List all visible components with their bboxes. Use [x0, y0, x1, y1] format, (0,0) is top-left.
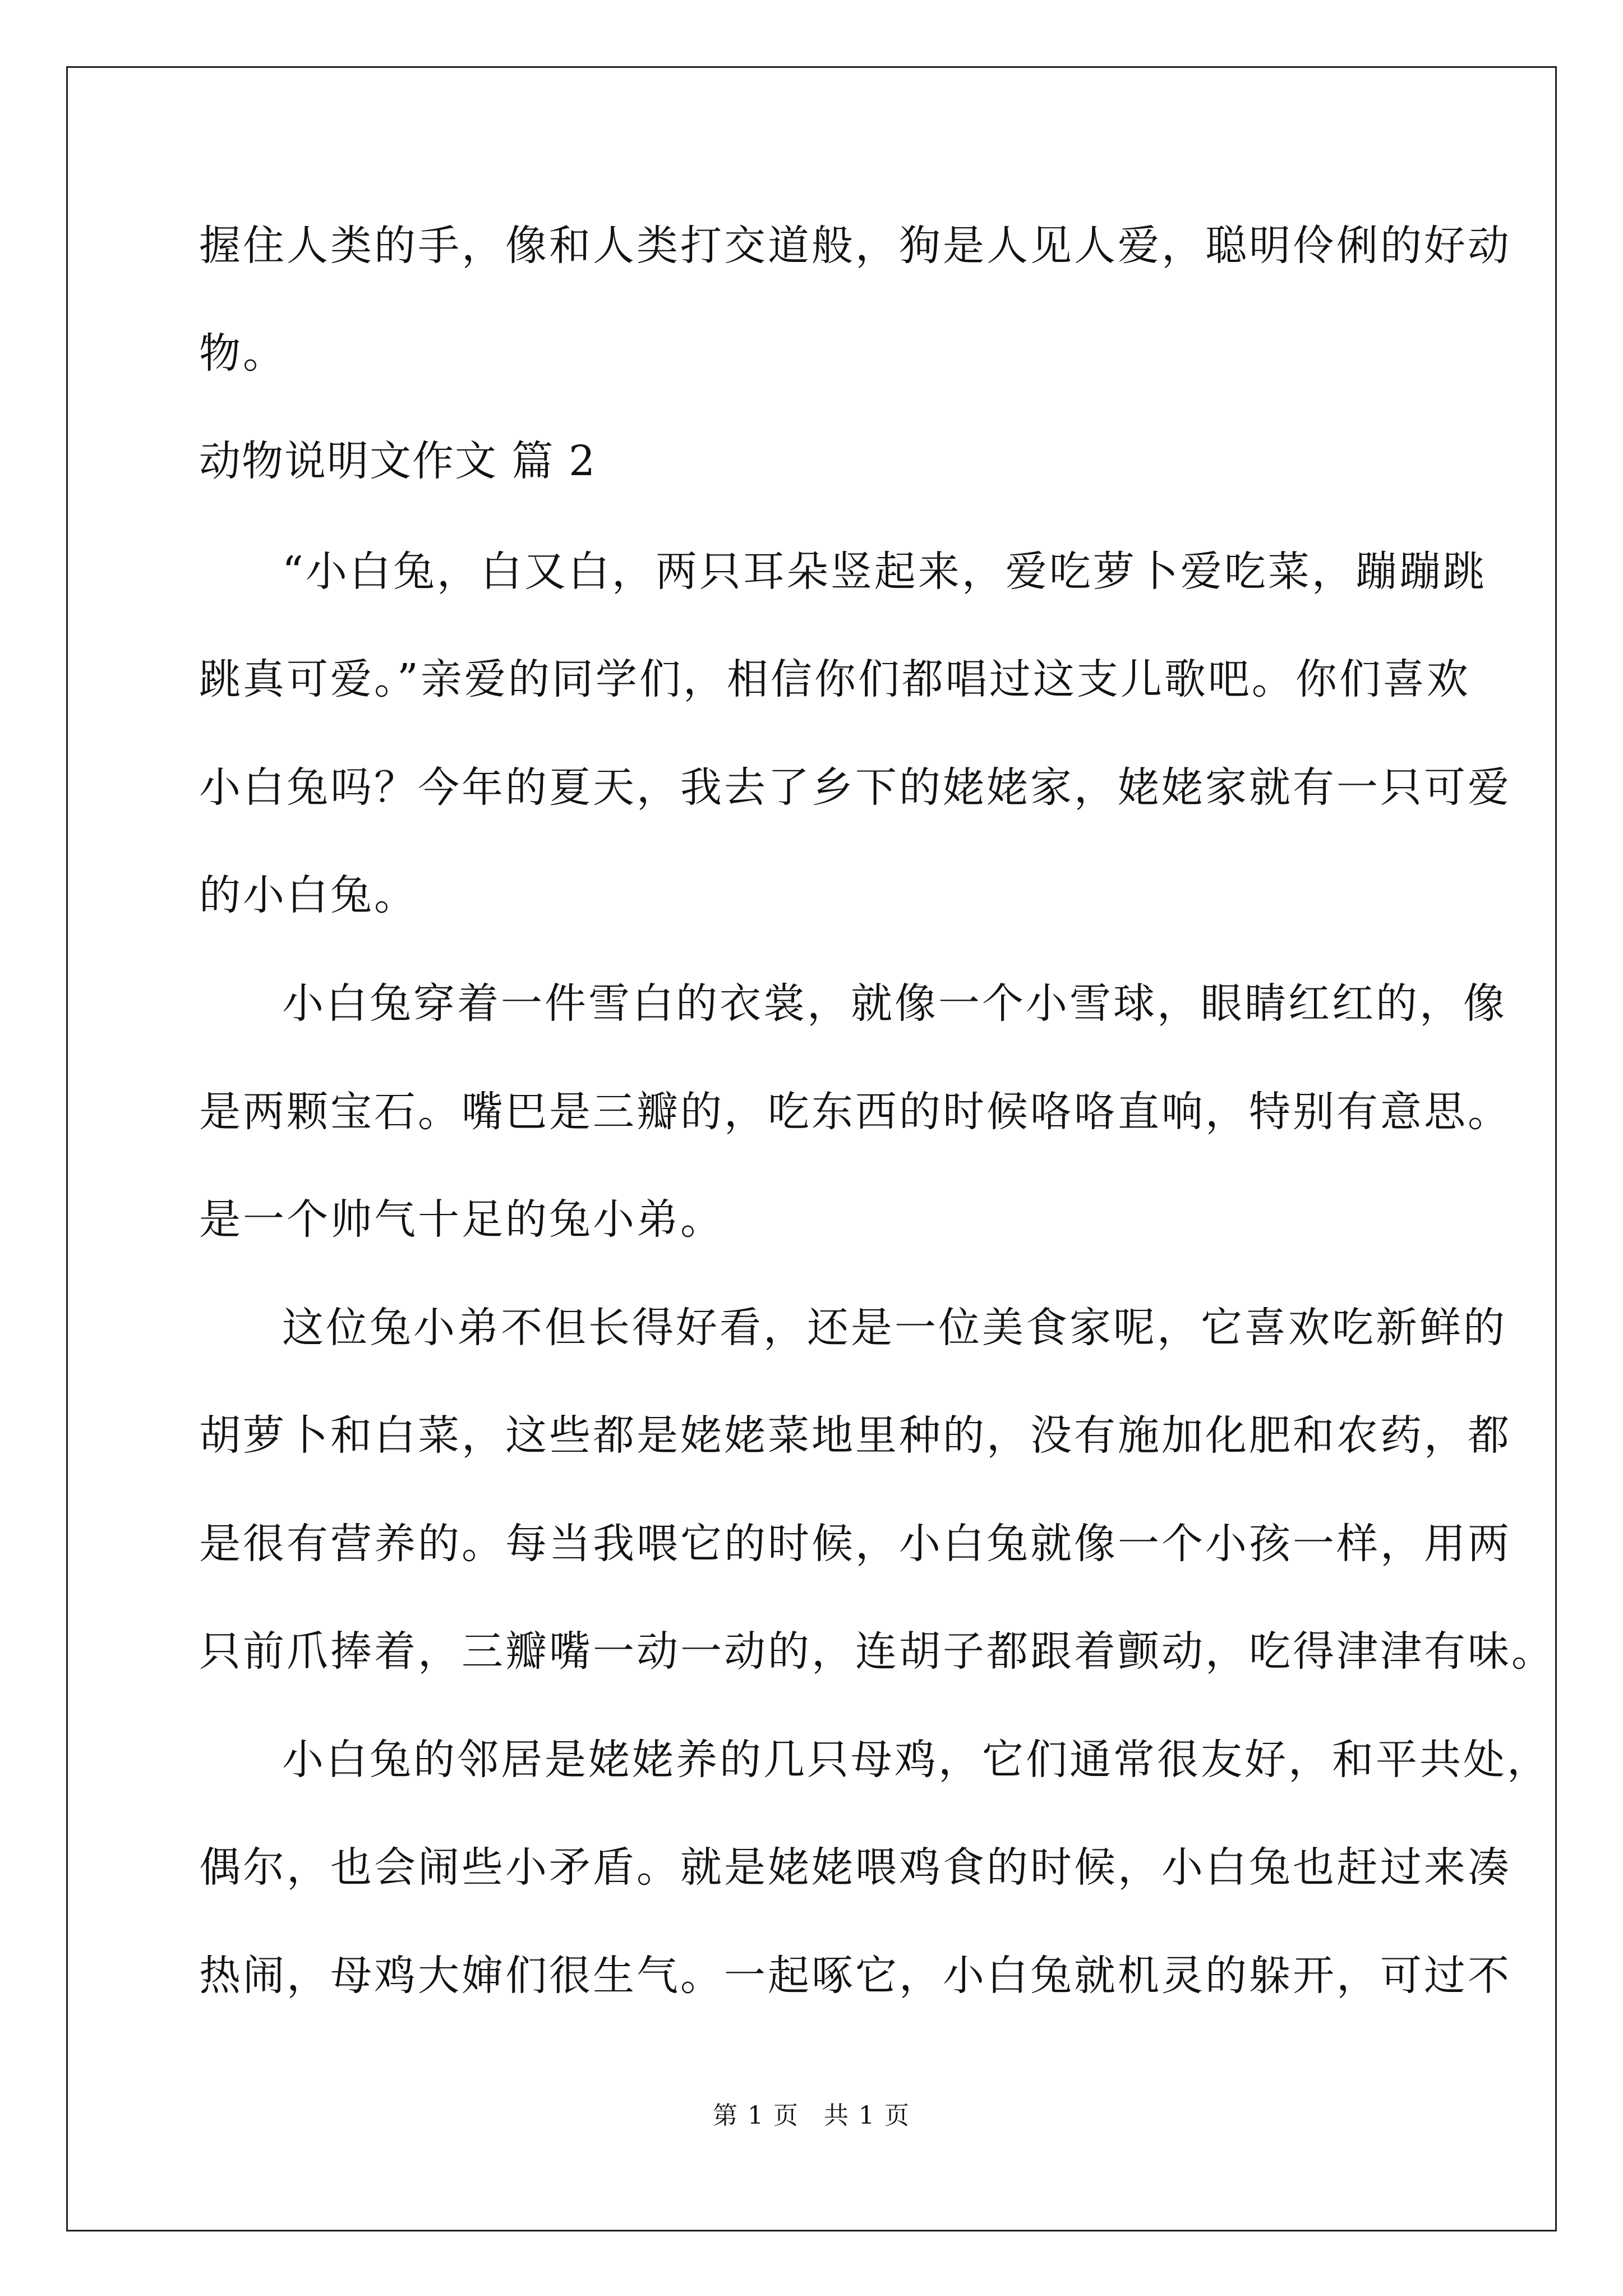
paragraph-first-line: “小白兔，白又白，两只耳朵竖起来，爱吃萝卜爱吃菜，蹦蹦跳 [282, 547, 1487, 596]
page-number: 第 1 页 [713, 2101, 799, 2130]
text-line: 热闹，母鸡大婶们很生气。一起啄它，小白兔就机灵的躲开，可过不 [199, 1952, 1511, 2000]
text-line: 小白兔吗？今年的夏天，我去了乡下的姥姥家，姥姥家就有一只可爱 [199, 763, 1511, 812]
section-heading: 动物说明文作文 篇 2 [199, 437, 597, 485]
text-line: 胡萝卜和白菜，这些都是姥姥菜地里种的，没有施加化肥和农药，都 [199, 1411, 1511, 1460]
text-line: 的小白兔。 [199, 871, 418, 919]
text-line: 握住人类的手，像和人类打交道般，狗是人见人爱，聪明伶俐的好动 [199, 222, 1511, 270]
text-line: 跳真可爱。”亲爱的同学们，相信你们都唱过这支儿歌吧。你们喜欢 [199, 655, 1470, 703]
text-line: 只前爪捧着，三瓣嘴一动一动的，连胡子都跟着颤动，吃得津津有味。 [199, 1627, 1555, 1676]
paragraph-first-line: 小白兔的邻居是姥姥养的几只母鸡，它们通常很友好，和平共处， [282, 1736, 1551, 1784]
paragraph-first-line: 小白兔穿着一件雪白的衣裳，就像一个小雪球，眼睛红红的，像 [282, 979, 1507, 1028]
page-total: 共 1 页 [824, 2101, 910, 2130]
text-line: 是一个帅气十足的兔小弟。 [199, 1195, 724, 1244]
text-line: 是两颗宝石。嘴巴是三瓣的，吃东西的时候咯咯直响，特别有意思。 [199, 1088, 1511, 1136]
text-line: 是很有营养的。每当我喂它的时候，小白兔就像一个小孩一样，用两 [199, 1520, 1511, 1568]
text-line: 物。 [199, 329, 287, 378]
page-border [66, 66, 1557, 2231]
text-line: 偶尔，也会闹些小矛盾。就是姥姥喂鸡食的时候，小白兔也赶过来凑 [199, 1843, 1511, 1892]
paragraph-first-line: 这位兔小弟不但长得好看，还是一位美食家呢，它喜欢吃新鲜的 [282, 1304, 1507, 1352]
page-footer [0, 2095, 1623, 2131]
